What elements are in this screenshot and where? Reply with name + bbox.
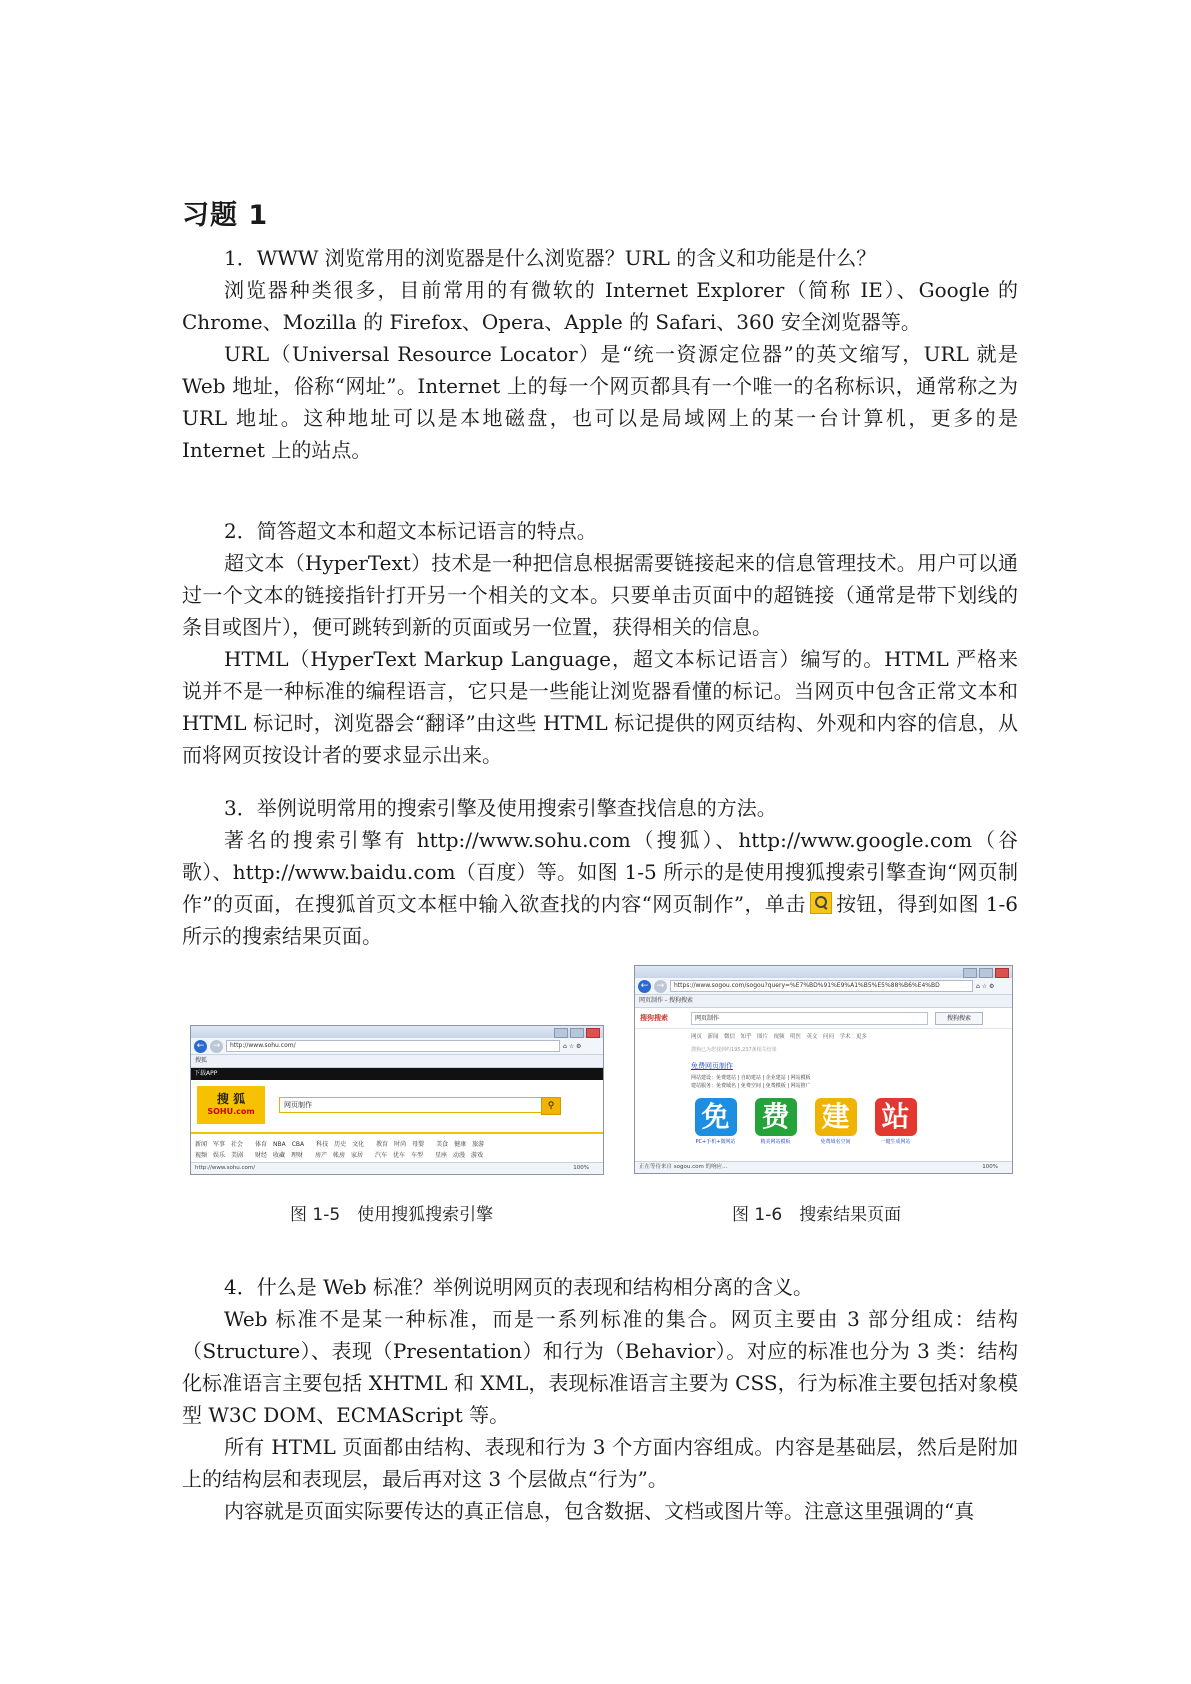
- url-input[interactable]: https://www.sogou.com/sogou?query=%E7%BD%91%E9%A1%B5%E5%88%B6%E4%BD: [670, 980, 973, 992]
- question-1-text: 1．WWW 浏览常用的浏览器是什么浏览器？URL 的含义和功能是什么？: [224, 246, 877, 270]
- question-4: [182, 1271, 1018, 1527]
- result-count: 搜狗已为您找到约195,237条相关结果: [691, 1047, 777, 1053]
- address-bar: [635, 978, 1012, 995]
- browser-tab[interactable]: 网页制作 - 搜狗搜索: [635, 995, 1012, 1008]
- window-titlebar: [635, 966, 1012, 978]
- close-icon[interactable]: [586, 1028, 600, 1038]
- sogou-header: [635, 1008, 1012, 1029]
- answer-3-text-a: 著名的搜索引擎有 http://www.sohu.com（搜狐）、http://www.google.com（谷歌）、http://www.baidu.com（百度）等。如图 1-5 所示的是使用搜狐搜索引擎查询“网页制作”的页面，在搜狐首页文本框中输入欲查找的内容“网页制作”，单击: [182, 828, 1018, 916]
- answer-2-para-1: 超文本（HyperText）技术是一种把信息根据需要链接起来的信息管理技术。用户可以通过一个文本的链接指针打开另一个相关的文本。只要单击页面中的超链接（通常是带下划线的条目或图片），便可跳转到新的页面或另一位置，获得相关的信息。: [182, 551, 1018, 639]
- promo-tile[interactable]: 站 一键生成网站: [871, 1098, 920, 1145]
- promo-char: 费: [755, 1098, 797, 1136]
- maximize-icon[interactable]: [979, 968, 993, 978]
- toolbar-icons: ⌂ ☆ ⚙: [563, 1042, 582, 1050]
- sogou-logo: 搜狗搜索: [640, 1014, 668, 1022]
- forward-icon[interactable]: →: [654, 980, 667, 993]
- promo-char: 建: [815, 1098, 857, 1136]
- question-2: [182, 515, 1018, 771]
- status-bar: 正在等待来自 sogou.com 的响应... 100%: [635, 1161, 1012, 1173]
- answer-4-para-3: 内容就是页面实际要传达的真正信息，包含数据、文档或图片等。注意这里强调的“真: [224, 1499, 975, 1523]
- answer-3-para-1: [182, 824, 1018, 952]
- minimize-icon[interactable]: [963, 968, 977, 978]
- sohu-header: [191, 1080, 603, 1134]
- sohu-nav: [191, 1134, 603, 1161]
- nav-row-1[interactable]: 新闻 军事 社会 体育 NBA CBA 科技 历史 文化 教育 时尚 母婴 美食 健康 旅游: [195, 1141, 485, 1148]
- status-bar: http://www.sohu.com/ 100%: [191, 1162, 603, 1174]
- nav-row-2[interactable]: 视频 娱乐 美剧 财经 收藏 理财 房产 帐房 家居 汽车 优车 车型 星座 动漫 游戏: [195, 1152, 484, 1159]
- question-3: [182, 792, 1018, 952]
- address-bar: [191, 1038, 603, 1055]
- result-line-1: 网站建设：免费建站 | 自助建站 | 企业建站 | 网站模板: [691, 1075, 811, 1081]
- search-icon: [810, 892, 832, 914]
- figure-1-6-screenshot: [634, 965, 1013, 1174]
- back-icon[interactable]: ←: [638, 980, 651, 993]
- question-4-text: 4．什么是 Web 标准？举例说明网页的表现和结构相分离的含义。: [224, 1275, 814, 1299]
- search-button[interactable]: 搜狗搜索: [935, 1012, 983, 1025]
- figure-1-5-screenshot: [190, 1025, 604, 1175]
- figure-1-5-caption: 图 1-5 使用搜狐搜索引擎: [290, 1205, 494, 1225]
- url-input[interactable]: http://www.sohu.com/: [226, 1040, 560, 1052]
- question-3-text: 3．举例说明常用的搜索引擎及使用搜索引擎查找信息的方法。: [224, 796, 777, 820]
- promo-tile[interactable]: 费 精美网站模板: [751, 1098, 800, 1145]
- search-input[interactable]: 网页制作: [691, 1012, 928, 1025]
- zoom-level[interactable]: 100%: [982, 1164, 998, 1170]
- promo-tile[interactable]: 免 PC+手机+微网站: [695, 1100, 736, 1145]
- question-1: [182, 242, 1018, 466]
- forward-icon[interactable]: →: [210, 1040, 223, 1053]
- answer-3-text-b: 按钮，得到如图 1-6 所示的搜索结果页面。: [182, 892, 1018, 948]
- answer-4-para-2: 所有 HTML 页面都由结构、表现和行为 3 个方面内容组成。内容是基础层，然后是附加上的结构层和表现层，最后再对这 3 个层做点“行为”。: [182, 1435, 1018, 1491]
- sohu-logo: 搜 狐 SOHU.com: [197, 1086, 265, 1124]
- toolbar-icons: ⌂ ☆ ⚙: [976, 982, 995, 990]
- answer-2-para-2: HTML（HyperText Markup Language，超文本标记语言）编写的。HTML 严格来说并不是一种标准的编程语言，它只是一些能让浏览器看懂的标记。当网页中包含正常文本和 HTML 标记时，浏览器会“翻译”由这些 HTML 标记提供的网页结构、外观和内容的信息，从而将网页按设计者的要求显示出来。: [182, 647, 1018, 767]
- search-icon: ⚲: [547, 1101, 555, 1111]
- promo-tiles: [691, 1098, 920, 1145]
- figure-1-6-caption: 图 1-6 搜索结果页面: [732, 1205, 902, 1225]
- promo-char: 免: [695, 1098, 737, 1136]
- search-input[interactable]: 网页制作: [279, 1097, 543, 1113]
- page-title: 习题 1: [182, 200, 269, 231]
- answer-4-para-1: Web 标准不是某一种标准，而是一系列标准的集合。网页主要由 3 部分组成：结构（Structure）、表现（Presentation）和行为（Behavior）。对应的标准也分为 3 类：结构化标准语言主要包括 XHTML 和 XML，表现标准语言主要为 CSS，行为标准主要包括对象模型 W3C DOM、ECMAScript 等。: [182, 1307, 1018, 1427]
- app-bar: 下载APP: [191, 1068, 603, 1080]
- question-2-text: 2．简答超文本和超文本标记语言的特点。: [224, 519, 597, 543]
- promo-tile[interactable]: 建 免费域名空间: [811, 1098, 860, 1145]
- zoom-level[interactable]: 100%: [573, 1165, 589, 1171]
- category-tabs[interactable]: 网页 新闻 微信 知乎 图片 视频 明医 英文 问问 学术 更多: [691, 1034, 868, 1040]
- search-button[interactable]: [541, 1097, 561, 1115]
- result-title-link[interactable]: 免费网页制作: [691, 1062, 733, 1070]
- window-titlebar: [191, 1026, 603, 1038]
- close-icon[interactable]: [995, 968, 1009, 978]
- answer-1-para-1: 浏览器种类很多，目前常用的有微软的 Internet Explorer（简称 IE）、Google 的 Chrome、Mozilla 的 Firefox、Opera、Apple 的 Safari、360 安全浏览器等。: [182, 278, 1018, 334]
- minimize-icon[interactable]: [554, 1028, 568, 1038]
- back-icon[interactable]: ←: [194, 1040, 207, 1053]
- answer-1-para-2: URL（Universal Resource Locator）是“统一资源定位器”的英文缩写，URL 就是 Web 地址，俗称“网址”。Internet 上的每一个网页都具有一个唯一的名称标识，通常称之为 URL 地址。这种地址可以是本地磁盘，也可以是局域网上的某一台计算机，更多的是 Internet 上的站点。: [182, 342, 1018, 462]
- promo-char: 站: [875, 1098, 917, 1136]
- maximize-icon[interactable]: [570, 1028, 584, 1038]
- result-line-2: 建站服务：免费域名 | 免费空间 | 免费模板 | 网站推广: [691, 1083, 811, 1089]
- browser-tab[interactable]: 搜狐: [191, 1055, 603, 1068]
